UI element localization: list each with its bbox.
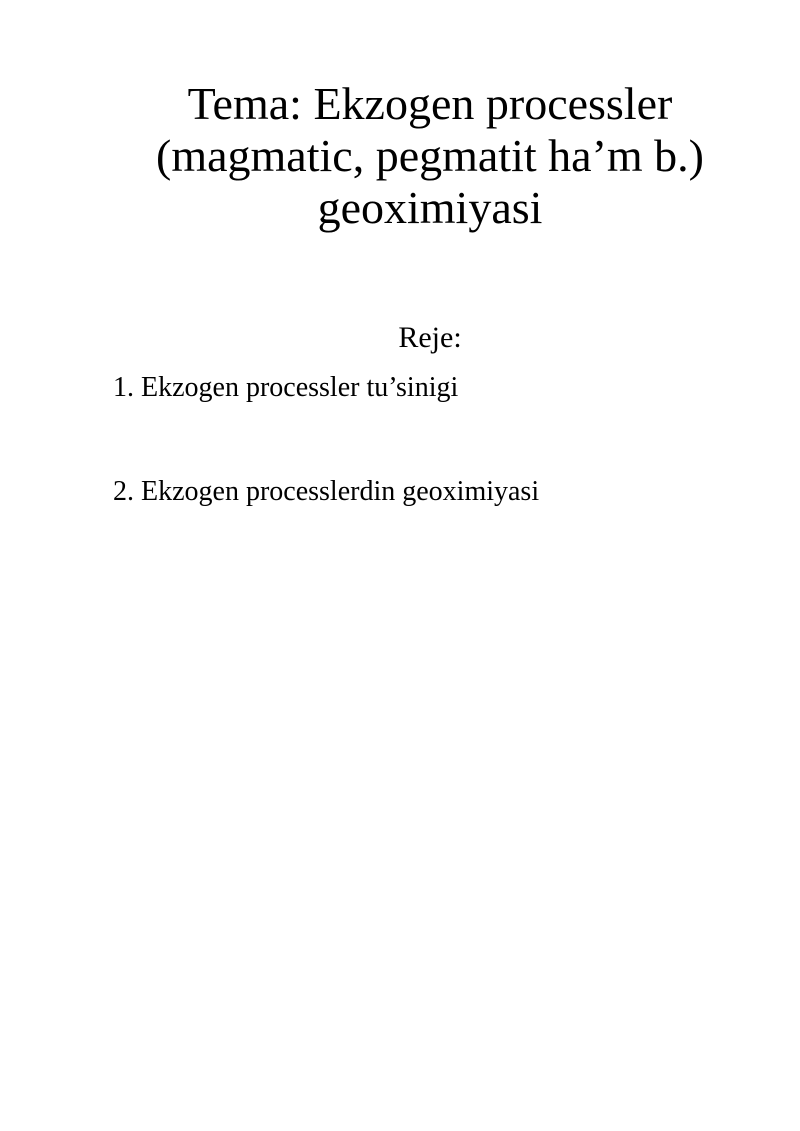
plan-item-2: 2. Ekzogen processlerdin geoximiyasi — [113, 476, 540, 507]
plan-item-1: 1. Ekzogen processler tu’sinigi — [113, 372, 459, 403]
title-line-1: Tema: Ekzogen processler — [187, 78, 673, 129]
plan-heading: Reje: — [398, 321, 462, 354]
title-line-2: (magmatic, pegmatit ha’m b.) — [156, 130, 704, 181]
document-title — [100, 78, 760, 234]
title-line-3: geoximiyasi — [317, 182, 543, 233]
plan-list — [113, 370, 539, 510]
